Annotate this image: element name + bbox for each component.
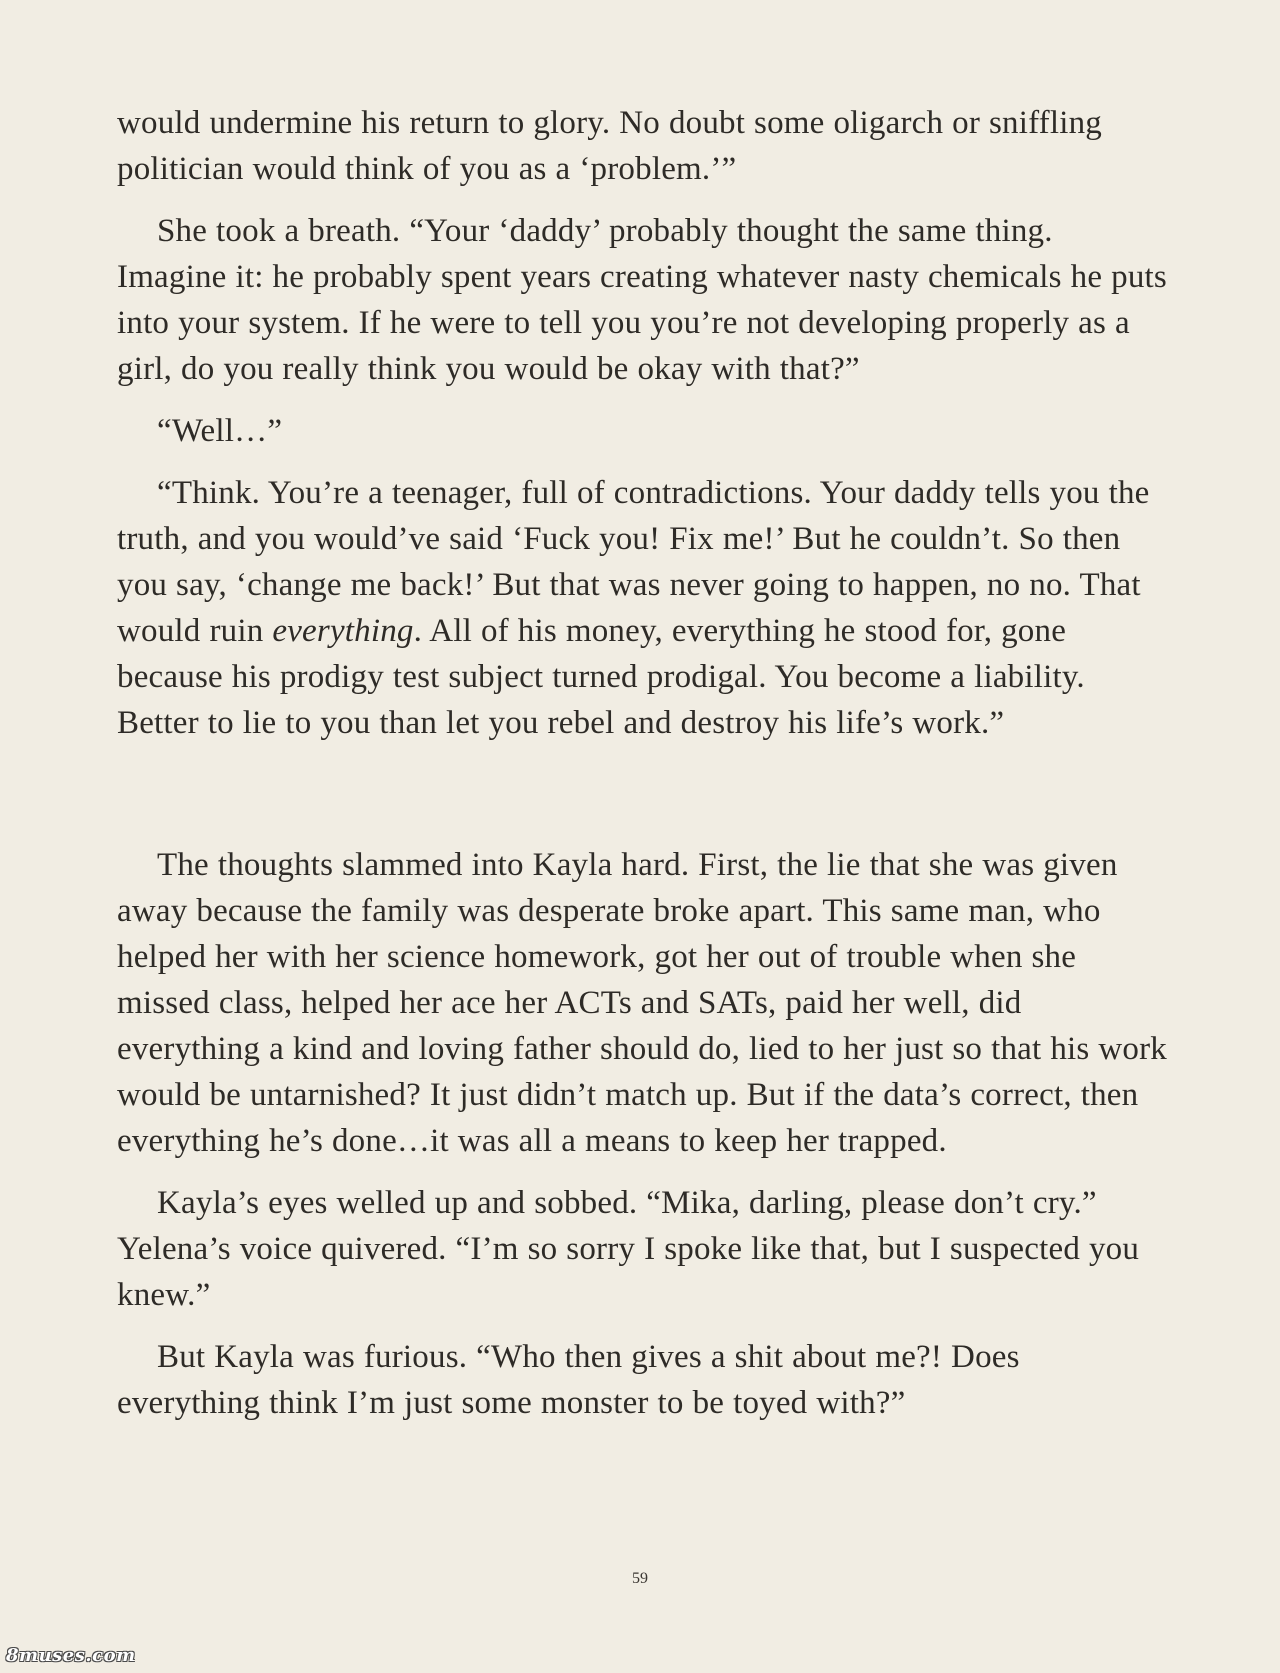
paragraph-1-text: would undermine his return to glory. No doubt some oligarch or sniffling politician would think of you as a ‘problem.’”	[117, 105, 1103, 187]
paragraph-4-emphasis: everything	[272, 613, 414, 649]
paragraph-6-text: Kayla’s eyes welled up and sobbed. “Mika, darling, please don’t cry.” Yelena’s voice quivered. “I’m so sorry I spoke like that, but I suspected you knew.”	[117, 1185, 1140, 1313]
paragraph-1	[117, 100, 1167, 192]
paragraph-4	[117, 470, 1167, 746]
page-number: 59	[632, 1570, 648, 1587]
paragraph-6	[117, 1180, 1167, 1318]
paragraph-3	[117, 408, 1167, 454]
paragraph-7	[117, 1334, 1167, 1426]
paragraph-4-text-a: “Think. You’re a teenager, full of contradictions. Your daddy tells you the truth, and you would’ve said ‘Fuck you! Fix me!’ But he couldn’t. So then you say, ‘change me back!’ But that was never going to happen, no no. That would ruin	[117, 475, 1150, 649]
paragraph-5-text: The thoughts slammed into Kayla hard. First, the lie that she was given away because the family was desperate broke apart. This same man, who helped her with her science homework, got her out of trouble when she missed class, helped her ace her ACTs and SATs, paid her well, did everything a kind and loving father should do, lied to her just so that his work would be untarnished? It just didn’t match up. But if the data’s correct, then everything he’s done…it was all a means to keep her trapped.	[117, 847, 1167, 1159]
paragraph-2-text: She took a breath. “Your ‘daddy’ probably thought the same thing. Imagine it: he probably spent years creating whatever nasty chemicals he puts into your system. If he were to tell you you’re not developing properly as a girl, do you really think you would be okay with that?”	[117, 213, 1167, 387]
paragraph-4-text-b: . All of his money, everything he stood for, gone because his prodigy test subject turned prodigal. You become a liability. Better to lie to you than let you rebel and destroy his life’s work.”	[117, 613, 1085, 741]
paragraph-5	[117, 842, 1167, 1164]
paragraph-2	[117, 208, 1167, 392]
page-body	[117, 100, 1167, 1426]
watermark-logo: 8muses.com	[6, 1645, 136, 1666]
paragraph-3-text: “Well…”	[157, 413, 283, 449]
paragraph-7-text: But Kayla was furious. “Who then gives a shit about me?! Does everything think I’m just some monster to be toyed with?”	[117, 1339, 1020, 1421]
